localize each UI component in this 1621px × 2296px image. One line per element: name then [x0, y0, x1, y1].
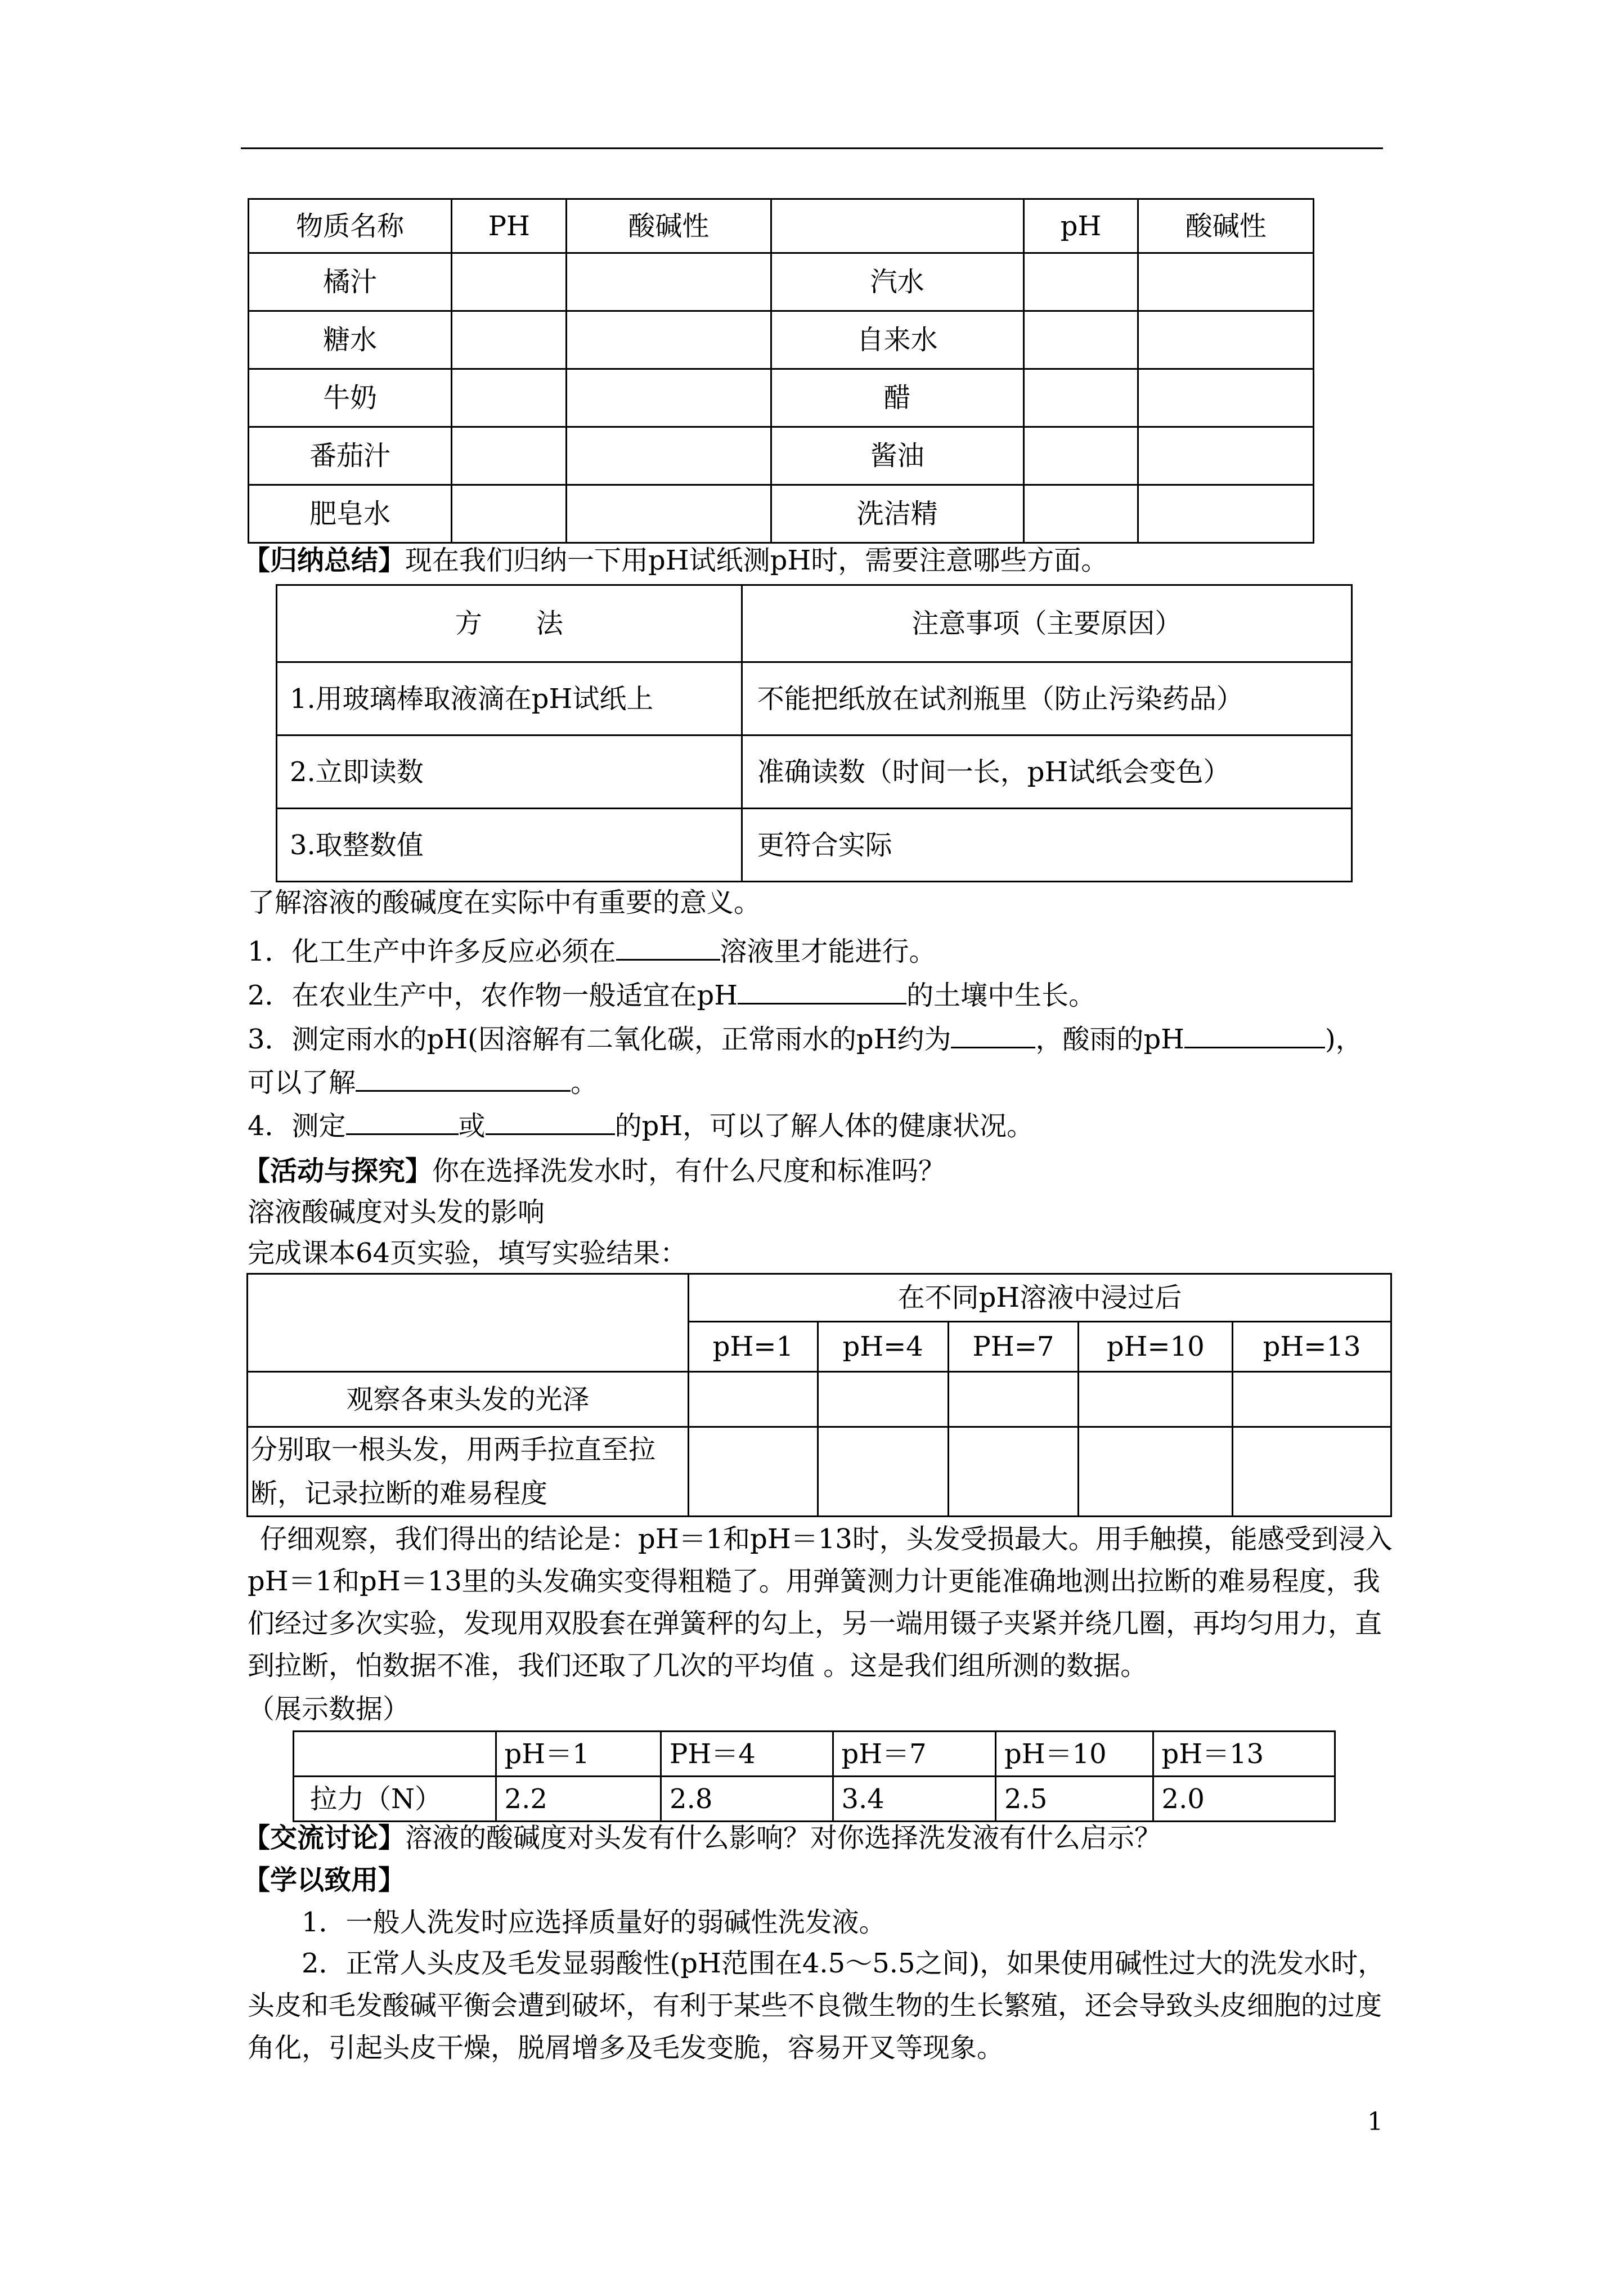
result-cell[interactable] — [1233, 1372, 1391, 1427]
summary-text: 现在我们归纳一下用pH试纸测pH时，需要注意哪些方面。 — [405, 545, 1108, 576]
table-header-cell: pH＝1 — [496, 1732, 661, 1777]
method-cell: 2.立即读数 — [277, 736, 742, 809]
result-cell[interactable] — [688, 1372, 818, 1427]
ph-cell[interactable] — [1023, 369, 1138, 427]
result-cell[interactable] — [818, 1427, 948, 1517]
activity-text: 你在选择洗发水时，有什么尺度和标准吗？ — [432, 1155, 946, 1187]
empty-header-cell — [248, 1274, 689, 1372]
apply-point-1: 1．一般人洗发时应选择质量好的弱碱性洗发液。 — [302, 1907, 886, 1938]
ph-cell[interactable] — [1023, 485, 1138, 543]
substance-name: 肥皂水 — [249, 485, 452, 543]
result-cell[interactable] — [948, 1427, 1079, 1517]
substance-name: 醋 — [771, 369, 1023, 427]
table-row — [294, 1777, 1335, 1822]
apply-point-2: 2．正常人头皮及毛发显弱酸性(pH范围在4.5～5.5之间)，如果使用碱性过大的洗发水时，头皮和毛发酸碱平衡会遭到破坏，有利于某些不良微生物的生长繁殖，还会导致头皮细胞的过度角化，引起头皮干燥，脱屑增多及毛发变脆，容易开叉等现象。 — [248, 1948, 1385, 2064]
table-row — [248, 1427, 1391, 1517]
item-text: ，酸雨的pH — [1035, 1024, 1185, 1055]
result-cell[interactable] — [818, 1372, 948, 1427]
acidity-cell[interactable] — [567, 427, 771, 485]
item-text: 。 — [571, 1067, 598, 1098]
table-row — [249, 427, 1314, 485]
substance-name: 酱油 — [771, 427, 1023, 485]
acidity-cell[interactable] — [1138, 253, 1314, 311]
activity-line — [243, 1154, 945, 1189]
hair-experiment-table — [246, 1273, 1392, 1517]
table-header-row — [249, 199, 1314, 253]
table-row — [277, 736, 1352, 809]
ph-cell[interactable] — [452, 485, 567, 543]
discussion-line — [243, 1820, 1161, 1855]
force-value: 2.5 — [996, 1777, 1153, 1822]
item-text: 4．测定 — [248, 1110, 346, 1142]
activity-subtitle: 溶液酸碱度对头发的影响 — [248, 1196, 545, 1228]
activity-instruction: 完成课本64页实验，填写实验结果： — [248, 1237, 688, 1269]
significance-item-2 — [248, 978, 1095, 1013]
significance-item-1 — [248, 934, 936, 969]
force-value: 2.0 — [1153, 1777, 1335, 1822]
ph-cell[interactable] — [1023, 311, 1138, 369]
summary-line — [243, 543, 1108, 578]
force-value: 3.4 — [833, 1777, 996, 1822]
table-row — [249, 253, 1314, 311]
table-header-cell: PH＝4 — [661, 1732, 833, 1777]
table-header-cell: 注意事项（主要原因） — [742, 585, 1351, 662]
ph-cell[interactable] — [452, 311, 567, 369]
note-cell: 准确读数（时间一长，pH试纸会变色） — [742, 736, 1351, 809]
item-text: 可以了解 — [248, 1067, 356, 1098]
row-label — [248, 1427, 689, 1517]
acidity-cell[interactable] — [567, 485, 771, 543]
acidity-cell[interactable] — [567, 311, 771, 369]
item-text: 2．在农业生产中，农作物一般适宜在pH — [248, 980, 738, 1011]
substance-name: 糖水 — [249, 311, 452, 369]
table-header-cell: 物质名称 — [249, 199, 452, 253]
acidity-cell[interactable] — [1138, 427, 1314, 485]
result-cell[interactable] — [1079, 1372, 1233, 1427]
table-header-cell: pH＝10 — [996, 1732, 1153, 1777]
ph-cell[interactable] — [452, 369, 567, 427]
group-header: 在不同pH溶液中浸过后 — [688, 1274, 1391, 1322]
result-cell[interactable] — [948, 1372, 1079, 1427]
page-number: 1 — [1367, 2107, 1383, 2136]
table-header-cell: pH＝7 — [833, 1732, 996, 1777]
item-text: 1．化工生产中许多反应必须在 — [248, 936, 616, 967]
substance-ph-table — [248, 198, 1314, 544]
result-cell[interactable] — [1079, 1427, 1233, 1517]
row-label: 拉力（N） — [294, 1777, 496, 1822]
method-cell: 1.用玻璃棒取液滴在pH试纸上 — [277, 662, 742, 736]
acidity-cell[interactable] — [1138, 369, 1314, 427]
fill-blank[interactable] — [951, 1022, 1035, 1048]
apply-heading: 【学以致用】 — [243, 1864, 406, 1896]
significance-item-3-cont — [248, 1065, 598, 1100]
result-cell[interactable] — [1233, 1427, 1391, 1517]
acidity-cell[interactable] — [1138, 485, 1314, 543]
table-header-cell: PH — [452, 199, 567, 253]
note-cell: 不能把纸放在试剂瓶里（防止污染药品） — [742, 662, 1351, 736]
table-row — [277, 662, 1352, 736]
ph-cell[interactable] — [452, 427, 567, 485]
fill-blank[interactable] — [346, 1109, 459, 1135]
substance-name: 汽水 — [771, 253, 1023, 311]
section-tag: 【活动与探究】 — [243, 1155, 433, 1187]
ph-header: pH=1 — [688, 1322, 818, 1372]
table-row — [249, 311, 1314, 369]
table-row — [249, 369, 1314, 427]
method-notes-table — [276, 584, 1353, 882]
tensile-force-table — [293, 1730, 1336, 1822]
ph-header: PH=7 — [948, 1322, 1079, 1372]
substance-name: 洗洁精 — [771, 485, 1023, 543]
table-header-cell: pH — [1023, 199, 1138, 253]
header-rule — [241, 147, 1383, 149]
show-data-label: （展示数据） — [248, 1693, 410, 1725]
fill-blank[interactable] — [616, 934, 720, 961]
fill-blank[interactable] — [486, 1109, 615, 1135]
ph-cell[interactable] — [1023, 253, 1138, 311]
force-value: 2.2 — [496, 1777, 661, 1822]
item-text: 的土壤中生长。 — [906, 980, 1096, 1011]
substance-name: 番茄汁 — [249, 427, 452, 485]
ph-header: pH=4 — [818, 1322, 948, 1372]
fill-blank[interactable] — [738, 978, 906, 1004]
force-value: 2.8 — [661, 1777, 833, 1822]
table-header-cell — [294, 1732, 496, 1777]
ph-cell[interactable] — [1023, 427, 1138, 485]
significance-item-3 — [248, 1022, 1363, 1057]
table-row — [277, 809, 1352, 882]
table-header-row — [294, 1732, 1335, 1777]
acidity-cell[interactable] — [567, 369, 771, 427]
section-tag: 【交流讨论】 — [243, 1822, 406, 1854]
substance-name: 自来水 — [771, 311, 1023, 369]
ph-cell[interactable] — [452, 253, 567, 311]
acidity-cell[interactable] — [567, 253, 771, 311]
table-header-cell: pH＝13 — [1153, 1732, 1335, 1777]
significance-intro: 了解溶液的酸碱度在实际中有重要的意义。 — [248, 887, 761, 918]
ph-header: pH=13 — [1233, 1322, 1391, 1372]
item-text: )， — [1325, 1024, 1363, 1055]
significance-item-4 — [248, 1109, 1034, 1143]
fill-blank[interactable] — [356, 1065, 571, 1092]
observation-paragraph: 仔细观察，我们得出的结论是：pH＝1和pH＝13时，头发受损最大。用手触摸，能感受到浸入pH＝1和pH＝13里的头发确实变得粗糙了。用弹簧测力计更能准确地测出拉断的难易程度，我们经过多次实验，发现用双股套在弹簧秤的勾上，另一端用镊子夹紧并绕几圈，再均匀用力，直到拉断，怕数据不准，我们还取了几次的平均值 。这是我们组所测的数据。 — [248, 1523, 1393, 1681]
item-text: 的pH，可以了解人体的健康状况。 — [614, 1110, 1034, 1142]
item-text: 溶液里才能进行。 — [720, 936, 936, 967]
substance-name: 橘汁 — [249, 253, 452, 311]
substance-name: 牛奶 — [249, 369, 452, 427]
table-row — [249, 485, 1314, 543]
discussion-text: 溶液的酸碱度对头发有什么影响？对你选择洗发液有什么启示？ — [405, 1822, 1162, 1854]
method-cell: 3.取整数值 — [277, 809, 742, 882]
note-cell: 更符合实际 — [742, 809, 1351, 882]
table-header-row — [277, 585, 1352, 662]
table-row — [248, 1372, 1391, 1427]
table-header-cell: 酸碱性 — [567, 199, 771, 253]
result-cell[interactable] — [688, 1427, 818, 1517]
row-label-line: 分别取一根头发，用两手拉直至拉 — [250, 1434, 656, 1465]
table-header-row — [248, 1274, 1391, 1322]
table-header-cell — [771, 199, 1023, 253]
section-tag: 【归纳总结】 — [243, 545, 406, 576]
item-text: 3．测定雨水的pH(因溶解有二氧化碳，正常雨水的pH约为 — [248, 1024, 951, 1055]
acidity-cell[interactable] — [1138, 311, 1314, 369]
row-label-line: 断，记录拉断的难易程度 — [250, 1478, 548, 1509]
ph-header: pH=10 — [1079, 1322, 1233, 1372]
table-header-cell: 方 法 — [277, 585, 742, 662]
row-label: 观察各束头发的光泽 — [248, 1372, 689, 1427]
table-header-cell: 酸碱性 — [1138, 199, 1314, 253]
item-text: 或 — [458, 1110, 486, 1142]
fill-blank[interactable] — [1184, 1022, 1325, 1048]
